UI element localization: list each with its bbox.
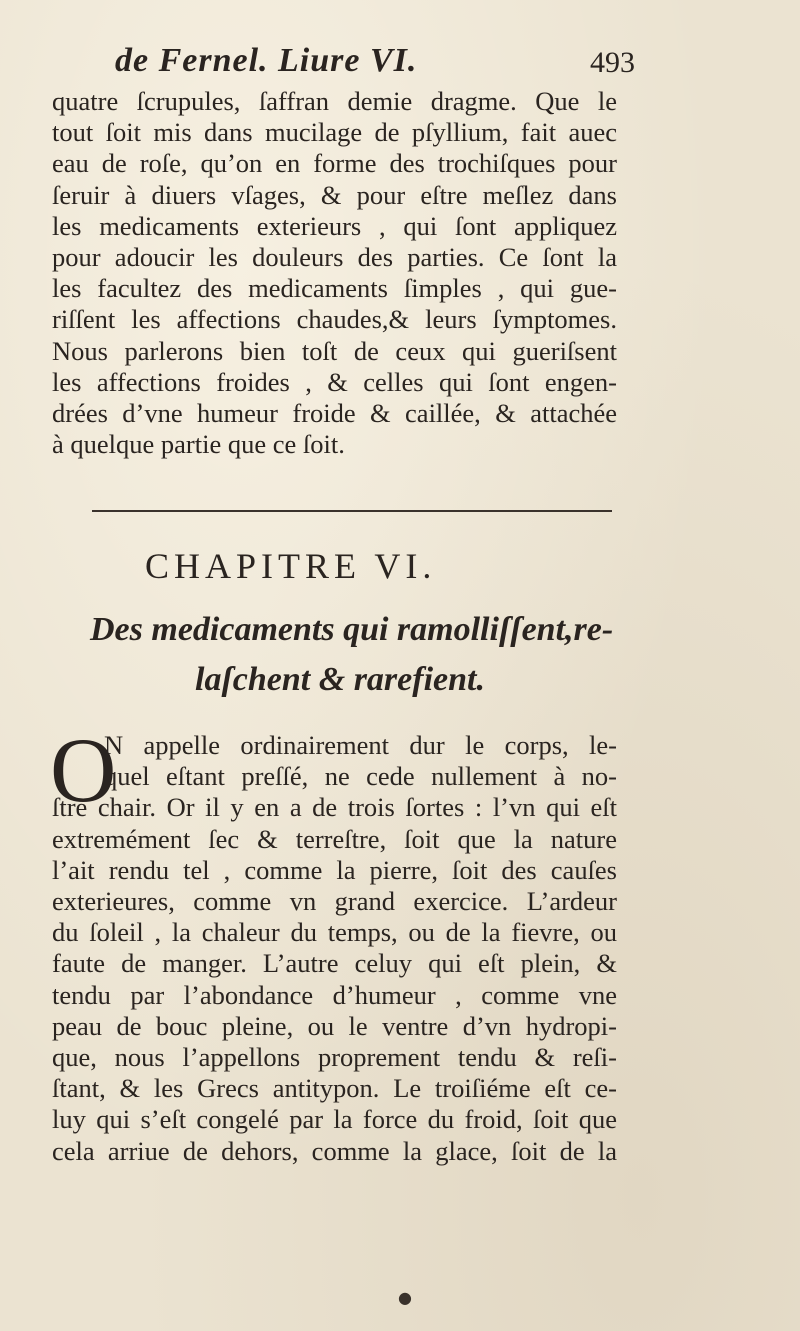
text-line: cela arriue de dehors, comme la glace, ſoit de la [52, 1135, 617, 1166]
drop-cap: O [50, 719, 117, 821]
text-line: quatre ſcrupules, ſaffran demie dragme. Que le [52, 86, 617, 116]
text-line: les medicaments exterieurs , qui ſont appliquez [52, 210, 617, 241]
ink-mark-icon: ● [398, 1288, 412, 1307]
text-line: l’ait rendu tel , comme la pierre, ſoit des cauſes [52, 854, 617, 885]
chapter-paragraph [50, 719, 617, 1167]
text-line: les affections froides , & celles qui ſont engen- [52, 366, 617, 397]
text-line: drées d’vne humeur froide & caillée, & attachée [52, 398, 617, 429]
chapter-title-line-2: laſchent & rarefient. [195, 661, 485, 698]
text-line: pour adoucir les douleurs des parties. Ce ſont la [52, 242, 617, 273]
text-line: quel eſtant preſſé, ne cede nullement à no- [104, 761, 617, 792]
text-line: eau de roſe, qu’on en forme des trochiſques pour [52, 148, 617, 179]
text-line: du ſoleil , la chaleur du temps, ou de la fievre, ou [52, 917, 617, 948]
chapter-heading: CHAPITRE VI. [145, 546, 437, 586]
text-line: exterieures, comme vn grand exercice. L’ardeur [52, 886, 617, 917]
text-line: que, nous l’appellons proprement tendu & reſi- [52, 1042, 617, 1073]
text-line: ſtant, & les Grecs antitypon. Le troiſiéme eſt ce- [52, 1073, 617, 1104]
text-line: tout ſoit mis dans mucilage de pſyllium, fait auec [52, 117, 617, 148]
text-line: extremément ſec & terreſtre, ſoit que la nature [52, 823, 617, 854]
text-line: peau de bouc pleine, ou le ventre d’vn hydropi- [52, 1010, 617, 1041]
page-header [115, 42, 635, 86]
text-line: ſtre chair. Or il y en a de trois ſortes : l’vn qui eſt [52, 792, 617, 823]
text-line: faute de manger. L’autre celuy qui eſt plein, & [52, 948, 617, 979]
text-line: N appelle ordinairement dur le corps, le- [104, 730, 617, 760]
text-line: à quelque partie que ce ſoit. [52, 429, 345, 460]
text-line: Nous parlerons bien toſt de ceux qui gueriſsent [52, 335, 617, 366]
page-number: 493 [590, 46, 635, 79]
text-line: ſeruir à diuers vſages, & pour eſtre meſlez dans [52, 179, 617, 210]
paragraph-continued [52, 86, 617, 460]
text-line: luy qui s’eſt congelé par la force du froid, ſoit que [52, 1104, 617, 1135]
section-divider [92, 510, 612, 512]
running-title: de Fernel. Liure VI. [115, 42, 418, 79]
chapter-title-line-1: Des medicaments qui ramolliſſent,re- [90, 611, 614, 648]
text-line: les facultez des medicaments ſimples , qui gue- [52, 273, 617, 304]
text-line: riſſent les affections chaudes,& leurs ſymptomes. [52, 304, 617, 335]
text-line: tendu par l’abondance d’humeur , comme vne [52, 979, 617, 1010]
